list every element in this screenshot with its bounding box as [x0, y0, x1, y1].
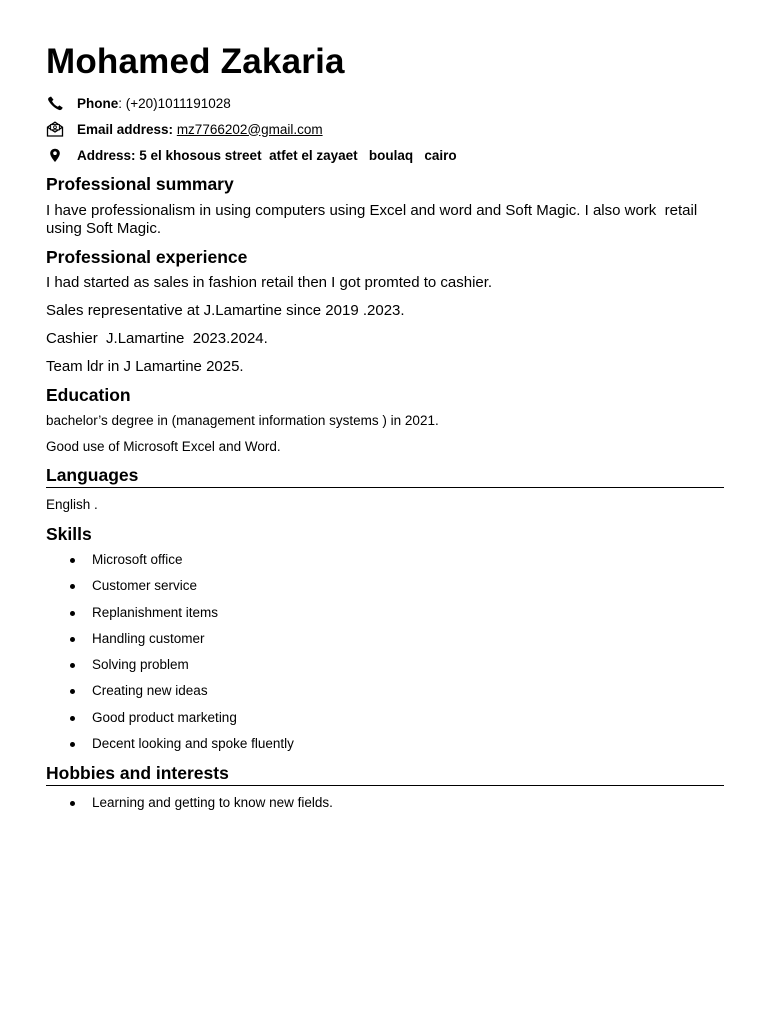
- bullet-icon: [70, 558, 75, 563]
- contact-email-row: [46, 116, 724, 142]
- skills-heading: Skills: [46, 524, 92, 544]
- skill-item: Replanishment items: [46, 604, 724, 630]
- experience-line: Team ldr in J Lamartine 2025.: [46, 358, 244, 375]
- skill-item: Decent looking and spoke fluently: [46, 735, 724, 761]
- email-label: Email address:: [77, 121, 174, 137]
- education-line: bachelor’s degree in (management information systems ) in 2021.: [46, 413, 439, 428]
- bullet-icon: [70, 742, 75, 747]
- skill-item: Microsoft office: [46, 551, 724, 577]
- address-text: Address: 5 el khosous street atfet el zayaet boulaq cairo: [77, 147, 457, 163]
- bullet-icon: [70, 637, 75, 642]
- experience-line: Sales representative at J.Lamartine since 2019 .2023.: [46, 302, 405, 319]
- bullet-icon: [70, 611, 75, 616]
- contact-phone-row: [46, 90, 724, 116]
- resume-page: [46, 40, 724, 821]
- experience-line: Cashier J.Lamartine 2023.2024.: [46, 330, 268, 347]
- bullet-icon: [70, 584, 75, 589]
- skill-item: Good product marketing: [46, 709, 724, 735]
- email-icon: [46, 120, 64, 138]
- summary-text: I have professionalism in using computers using Excel and word and Soft Magic. I also work retail using Soft Magic.: [46, 202, 702, 237]
- skill-item: Solving problem: [46, 656, 724, 682]
- education-heading: Education: [46, 385, 131, 405]
- hobbies-list: [46, 794, 724, 820]
- bullet-icon: [70, 716, 75, 721]
- experience-heading: Professional experience: [46, 247, 248, 267]
- email-link[interactable]: mz7766202@gmail.com: [176, 121, 323, 137]
- hobby-item: Learning and getting to know new fields.: [46, 794, 724, 820]
- languages-heading: Languages: [46, 463, 724, 488]
- bullet-icon: [70, 663, 75, 668]
- candidate-name: Mohamed Zakaria: [46, 42, 345, 81]
- summary-heading: Professional summary: [46, 174, 234, 194]
- phone-icon: [46, 94, 64, 112]
- skill-item: Creating new ideas: [46, 682, 724, 708]
- bullet-icon: [70, 689, 75, 694]
- skill-item: Handling customer: [46, 630, 724, 656]
- contact-address-row: [46, 142, 724, 168]
- skill-item: Customer service: [46, 577, 724, 603]
- experience-line: I had started as sales in fashion retail then I got promted to cashier.: [46, 274, 493, 291]
- languages-text: English .: [46, 497, 98, 512]
- bullet-icon: [70, 801, 75, 806]
- education-line: Good use of Microsoft Excel and Word.: [46, 439, 281, 454]
- location-pin-icon: [46, 146, 64, 164]
- phone-value: : (+20)1011191028: [118, 95, 231, 111]
- skills-list: [46, 551, 724, 761]
- phone-label: Phone: [77, 95, 119, 111]
- hobbies-heading: Hobbies and interests: [46, 761, 724, 786]
